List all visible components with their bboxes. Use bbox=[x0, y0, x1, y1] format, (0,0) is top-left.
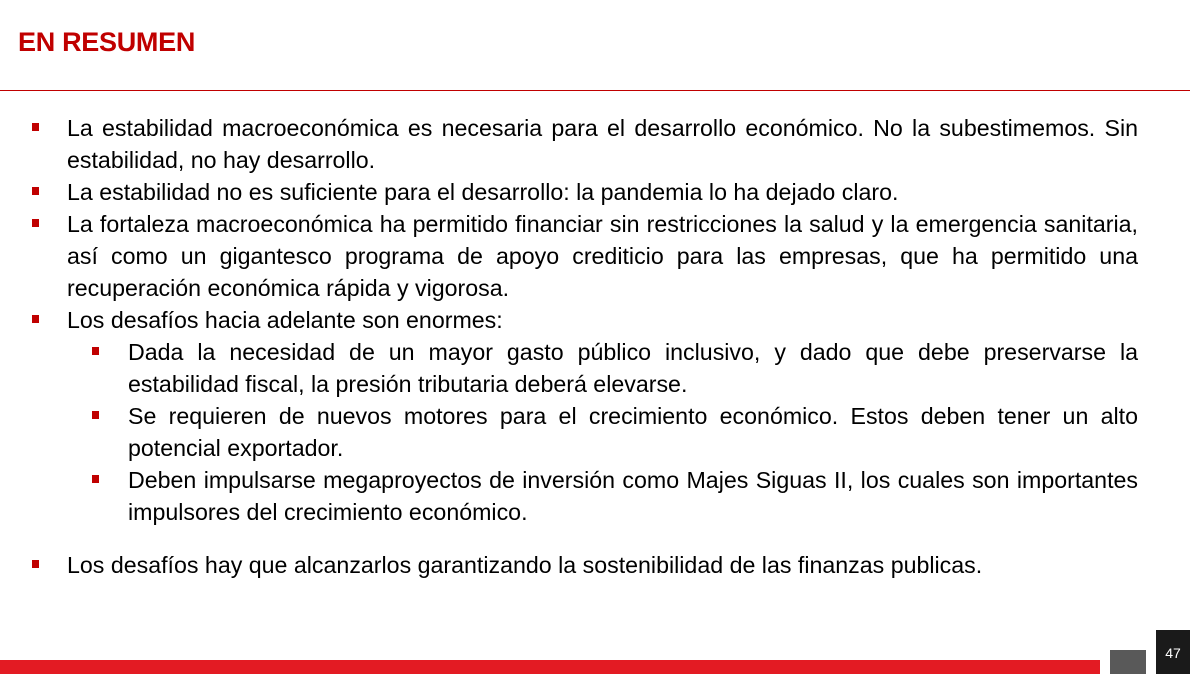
bullet-item bbox=[32, 176, 1138, 208]
square-bullet-icon bbox=[32, 315, 39, 323]
bullet-text: La fortaleza macroeconómica ha permitido financiar sin restricciones la salud y la emergencia sanitaria, así como un gigantesco programa de apoyo crediticio para las empresas, que ha permitido una recuperación económica rápida y vigorosa. bbox=[67, 211, 1138, 301]
sub-bullet-item bbox=[32, 336, 1138, 400]
page-number: 47 bbox=[1156, 630, 1190, 674]
square-bullet-icon bbox=[32, 219, 39, 227]
footer-square bbox=[1110, 650, 1146, 674]
square-bullet-icon bbox=[92, 411, 99, 419]
sub-bullet-text: Deben impulsarse megaproyectos de inversión como Majes Siguas II, los cuales son importantes impulsores del crecimiento económico. bbox=[128, 467, 1138, 525]
bullet-item bbox=[32, 208, 1138, 304]
square-bullet-icon bbox=[32, 187, 39, 195]
bullet-text: La estabilidad no es suficiente para el desarrollo: la pandemia lo ha dejado claro. bbox=[67, 179, 899, 205]
square-bullet-icon bbox=[92, 475, 99, 483]
sub-bullet-text: Se requieren de nuevos motores para el crecimiento económico. Estos deben tener un alto potencial exportador. bbox=[128, 403, 1138, 461]
bullet-item bbox=[32, 112, 1138, 176]
sub-bullet-item bbox=[32, 464, 1138, 528]
bullet-text: Los desafíos hay que alcanzarlos garantizando la sostenibilidad de las finanzas publicas. bbox=[67, 552, 983, 578]
slide-title: EN RESUMEN bbox=[18, 27, 196, 57]
square-bullet-icon bbox=[32, 560, 39, 568]
bullet-item bbox=[32, 304, 1138, 336]
bullet-text: Los desafíos hacia adelante son enormes: bbox=[67, 307, 503, 333]
sub-bullet-text: Dada la necesidad de un mayor gasto público inclusivo, y dado que debe preservarse la estabilidad fiscal, la presión tributaria deberá elevarse. bbox=[128, 339, 1138, 397]
square-bullet-icon bbox=[92, 347, 99, 355]
footer-bar bbox=[0, 660, 1100, 674]
title-divider bbox=[0, 90, 1190, 91]
square-bullet-icon bbox=[32, 123, 39, 131]
bullet-text: La estabilidad macroeconómica es necesaria para el desarrollo económico. No la subestimemos. Sin estabilidad, no hay desarrollo. bbox=[67, 115, 1138, 173]
bullet-list bbox=[32, 112, 1138, 581]
sub-bullet-item bbox=[32, 400, 1138, 464]
bullet-content bbox=[32, 112, 1138, 581]
bullet-item bbox=[32, 549, 1138, 581]
